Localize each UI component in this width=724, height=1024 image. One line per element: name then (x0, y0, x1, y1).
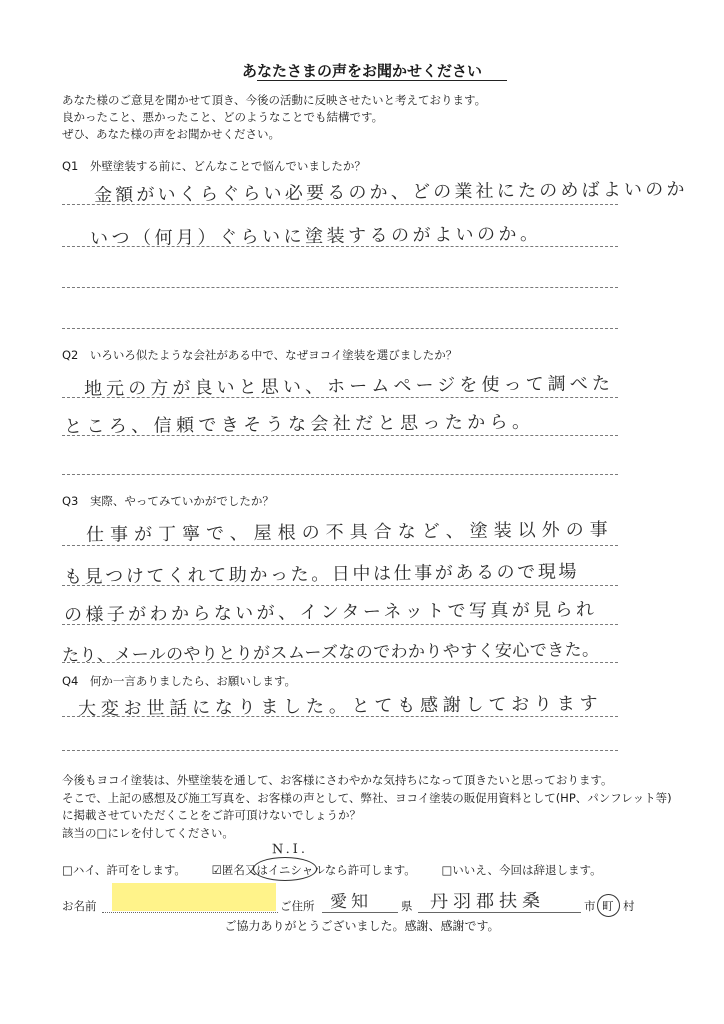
q3-answer-line: 仕事が丁寧で、屋根の不具合など、塗装以外の事 (85, 519, 614, 546)
q3-rule (62, 585, 618, 586)
q1-rule (62, 204, 618, 205)
prefecture-suffix: 県 (401, 899, 413, 913)
town-circle-mark (597, 894, 620, 917)
question-3-label: Q3 実際、やってみていかがでしたか？ (62, 494, 274, 508)
name-underline (102, 912, 278, 913)
permission-options (62, 862, 624, 878)
q2-rule (62, 474, 618, 475)
name-label: お名前 (62, 899, 97, 913)
q1-answer-line: いつ（何月）ぐらいに塗装するのがよいのか。 (89, 223, 542, 250)
initials-circle-mark (253, 857, 317, 881)
q1-rule (62, 287, 618, 288)
option-allow[interactable]: □ハイ、許可をします。 (62, 863, 186, 877)
q3-rule (62, 662, 618, 663)
q3-rule (62, 624, 618, 625)
name-redaction (112, 883, 276, 911)
intro-line: 良かったこと、悪かったこと、どのようなことでも結構です。 (62, 110, 384, 124)
intro-text (62, 92, 486, 143)
town-label: 町 (602, 899, 614, 913)
form-title: あなたさまの声をお聞かせください (241, 62, 482, 80)
handwritten-prefecture: 愛知 (329, 891, 373, 913)
q4-rule (62, 716, 618, 717)
q4-answer-line: 大変お世話になりました。とても感謝しております (77, 693, 603, 720)
consent-line: 今後もヨコイ塗装は、外壁塗装を通して、お客様にさわやかな気持ちになって頂きたいと思っております。 (62, 773, 613, 787)
question-1-label: Q1 外壁塗装する前に、どんなことで悩んでいましたか？ (62, 159, 366, 173)
consent-text (62, 772, 672, 842)
consent-line: そこで、上記の感想及び施工写真を、お客様の声として、弊社、ヨコイ塗装の販促用資料として(HP、パンフレット等) (62, 790, 672, 805)
question-4-label: Q4 何か一言ありましたら、お願いします。 (62, 674, 296, 688)
intro-line: あなた様のご意見を聞かせて頂き、今後の活動に反映させたいと考えております。 (62, 93, 487, 107)
q2-answer-line: ところ、信頼できそうな会社だと思ったから。 (63, 411, 535, 438)
village-label: 村 (623, 899, 635, 913)
address-label: ご住所 (280, 899, 315, 913)
city-label: 市 (584, 899, 596, 913)
q3-rule (62, 545, 618, 546)
thanks-message: ご協力ありがとうございました。感謝、感謝です。 (224, 919, 500, 933)
handwritten-district: 丹羽郡扶桑 (429, 890, 546, 913)
q3-answer-line: の様子がわからないが、インターネットで写真が見られ (63, 599, 598, 626)
prefecture-underline (322, 912, 398, 913)
question-2-label: Q2 いろいろ似たような会社がある中で、なぜヨコイ塗装を選びましたか？ (62, 348, 458, 362)
consent-line: 該当の□にレを付してください。 (62, 825, 234, 840)
q1-rule (62, 246, 618, 247)
option-decline[interactable]: □いいえ、今回は辞退します。 (441, 863, 602, 877)
district-underline (418, 912, 581, 913)
q2-answer-line: 地元の方が良いと思い、ホームページを使って調べた (83, 373, 615, 400)
q3-answer-line: たり、メールのやりとりがスムーズなのでわかりやすく安心できた。 (61, 640, 600, 666)
intro-line: ぜひ、あなた様の声をお聞かせください。 (62, 127, 281, 141)
option-anonymous[interactable]: ☑匿名又はイニシャルなら許可します。 (211, 863, 416, 877)
q2-rule (62, 435, 618, 436)
q2-rule (62, 397, 618, 398)
q1-answer-line: 金額がいくらぐらい必要るのか、どの業社にたのめばよいのか (93, 178, 688, 207)
handwritten-initials: N.I. (271, 841, 309, 858)
q4-rule (62, 750, 618, 751)
q1-rule (62, 328, 618, 329)
q3-answer-line: も見つけてくれて助かった。日中は仕事があるので現場 (63, 561, 580, 588)
consent-line: に掲載させていただくことをご許可頂けないでしょうか？ (62, 808, 361, 822)
title-underline (257, 80, 507, 81)
